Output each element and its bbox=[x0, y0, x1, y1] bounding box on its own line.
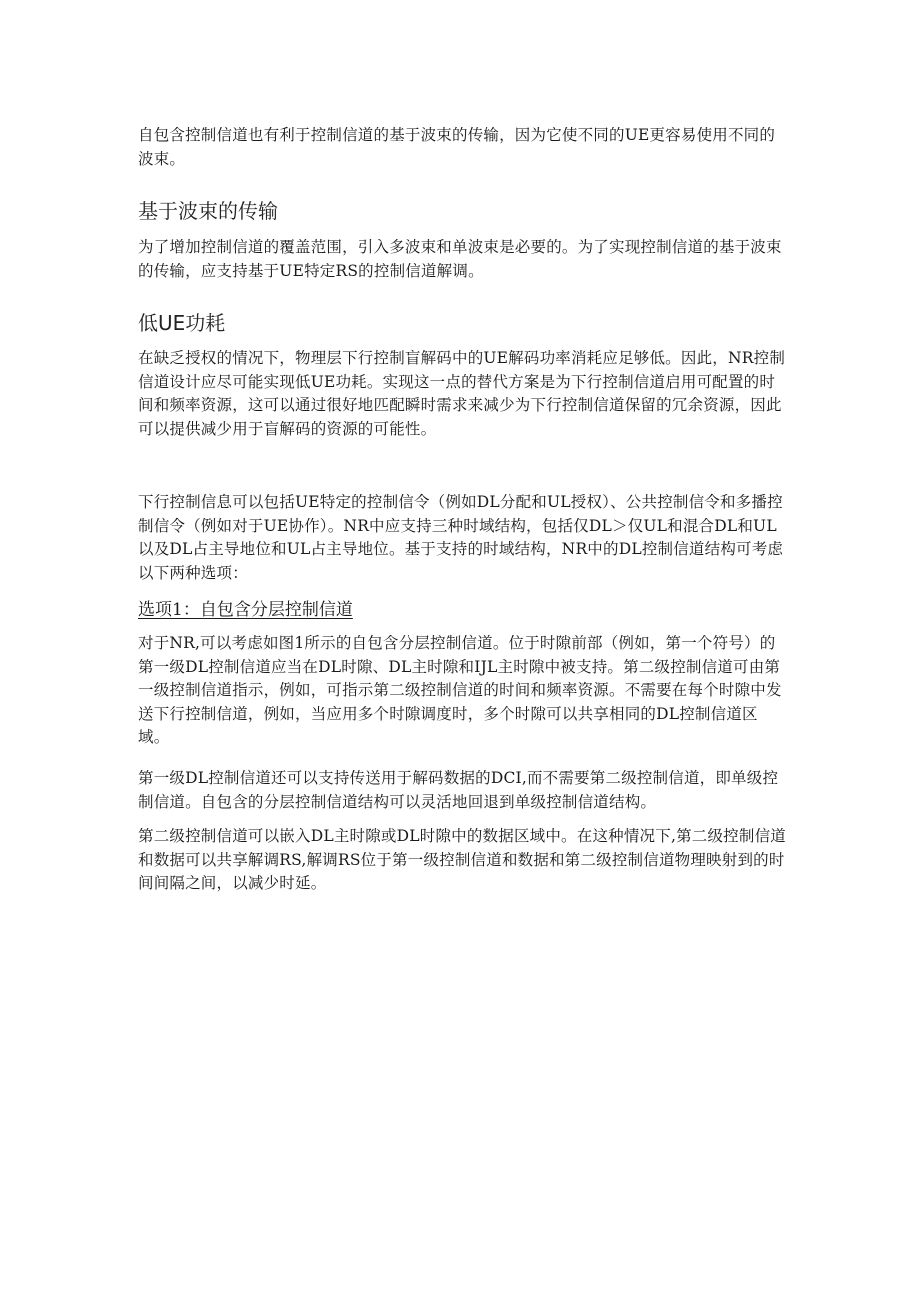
option1-paragraph-b: 第一级DL控制信道还可以支持传送用于解码数据的DCI,而不需要第二级控制信道，即单级控制信道。自包含的分层控制信道结构可以灵活地回退到单级控制信道结构。 bbox=[138, 769, 779, 811]
heading-low-ue-power: 低UE功耗 bbox=[138, 311, 226, 335]
heading-beam-transmission: 基于波束的传输 bbox=[138, 199, 278, 223]
option1-paragraph-c: 第二级控制信道可以嵌入DL主时隙或DL时隙中的数据区域中。在这种情况下,第二级控制信道和数据可以共享解调RS,解调RS位于第一级控制信道和数据和第二级控制信道物理映射到的时间间隔之间，以减少时延。 bbox=[138, 827, 786, 892]
beam-paragraph: 为了增加控制信道的覆盖范围，引入多波束和单波束是必要的。为了实现控制信道的基于波束的传输，应支持基于UE特定RS的控制信道解调。 bbox=[138, 238, 782, 280]
dci-paragraph: 下行控制信息可以包括UE特定的控制信令（例如DL分配和UL授权）、公共控制信令和多播控制信令（例如对于UE协作）。NR中应支持三种时域结构，包括仅DL＞仅UL和混合DL和UL以及DL占主导地位和UL占主导地位。基于支持的时域结构，NR中的DL控制信道结构可考虑以下两种选项： bbox=[138, 493, 784, 582]
intro-paragraph: 自包含控制信道也有利于控制信道的基于波束的传输，因为它使不同的UE更容易使用不同的波束。 bbox=[138, 126, 776, 168]
heading-option-1: 选项1：自包含分层控制信道 bbox=[138, 600, 353, 620]
power-paragraph: 在缺乏授权的情况下，物理层下行控制盲解码中的UE解码功率消耗应足够低。因此，NR控制信道设计应尽可能实现低UE功耗。实现这一点的替代方案是为下行控制信道启用可配置的时间和频率资源，这可以通过很好地匹配瞬时需求来减少为下行控制信道保留的冗余资源，因此可以提供减少用于盲解码的资源的可能性。 bbox=[138, 349, 786, 438]
option1-paragraph-a: 对于NR,可以考虑如图1所示的自包含分层控制信道。位于时隙前部（例如，第一个符号）的第一级DL控制信道应当在DL时隙、DL主时隙和IJL主时隙中被支持。第二级控制信道可由第一级控制信道指示，例如，可指示第二级控制信道的时间和频率资源。不需要在每个时隙中发送下行控制信道，例如，当应用多个时隙调度时，多个时隙可以共享相同的DL控制信道区域。 bbox=[138, 634, 782, 746]
